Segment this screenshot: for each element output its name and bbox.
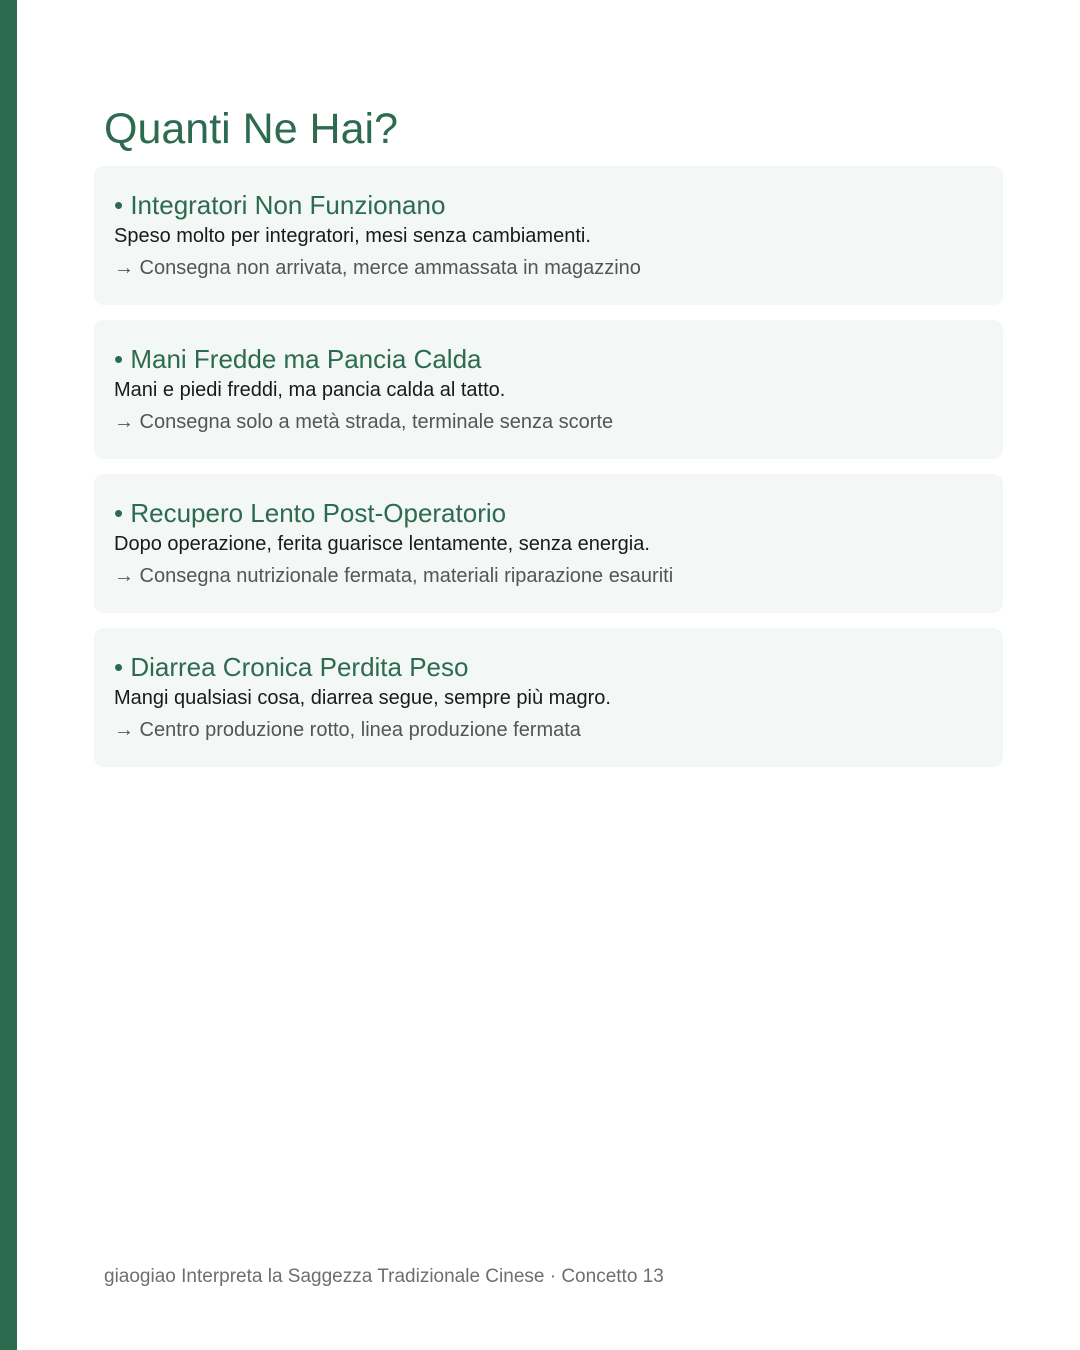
symptom-card-explanation: → Consegna solo a metà strada, terminale senza scorte	[114, 411, 614, 433]
symptom-card-heading: • Diarrea Cronica Perdita Peso	[114, 652, 469, 682]
symptom-card-description: Mani e piedi freddi, ma pancia calda al tatto.	[114, 379, 506, 401]
left-accent-bar	[0, 0, 17, 1350]
symptom-card-description: Mangi qualsiasi cosa, diarrea segue, sempre più magro.	[114, 687, 611, 709]
symptom-card	[94, 628, 1003, 767]
symptom-card-list	[94, 166, 1003, 782]
symptom-card-explanation: → Consegna non arrivata, merce ammassata in magazzino	[114, 257, 641, 279]
symptom-card	[94, 320, 1003, 459]
symptom-card	[94, 474, 1003, 613]
symptom-card-heading: • Mani Fredde ma Pancia Calda	[114, 344, 482, 374]
page-footer: giaogiao Interpreta la Saggezza Tradizionale Cinese · Concetto 13	[104, 1266, 664, 1287]
symptom-card-description: Speso molto per integratori, mesi senza cambiamenti.	[114, 225, 591, 247]
symptom-card-heading: • Integratori Non Funzionano	[114, 190, 446, 220]
symptom-card-explanation: → Centro produzione rotto, linea produzione fermata	[114, 719, 581, 741]
symptom-card-heading: • Recupero Lento Post-Operatorio	[114, 498, 507, 528]
symptom-card	[94, 166, 1003, 305]
page-title: Quanti Ne Hai?	[104, 105, 398, 153]
symptom-card-description: Dopo operazione, ferita guarisce lentamente, senza energia.	[114, 533, 650, 555]
symptom-card-explanation: → Consegna nutrizionale fermata, materiali riparazione esauriti	[114, 565, 674, 587]
